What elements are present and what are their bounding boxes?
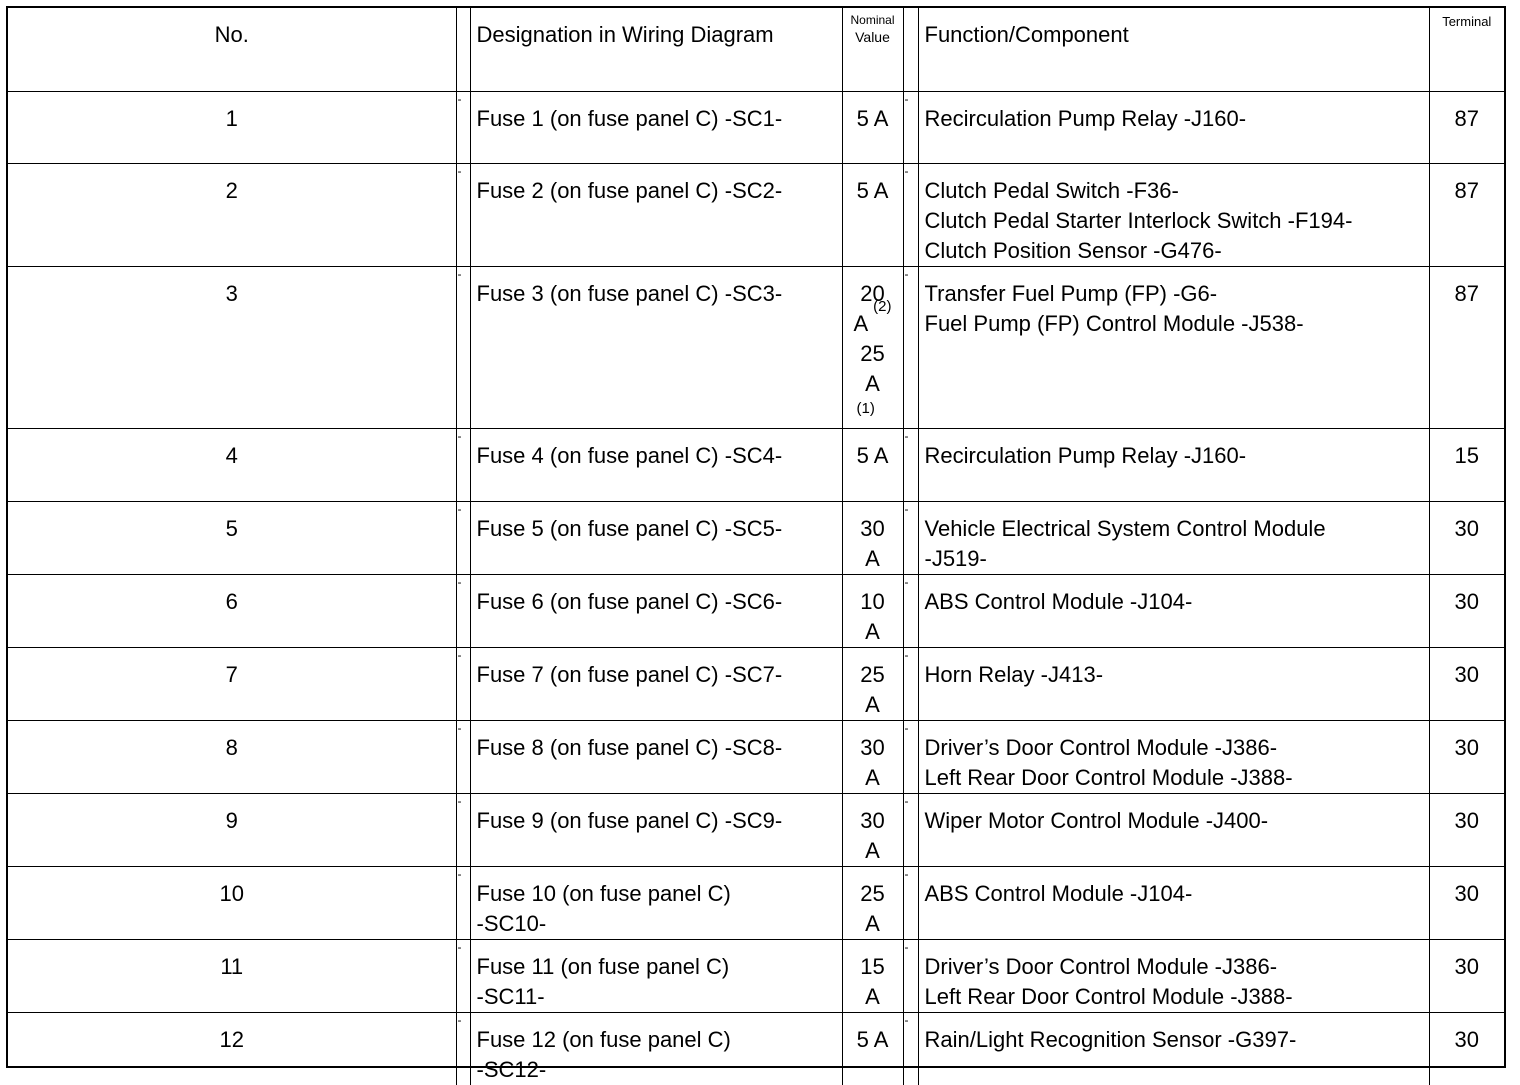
cell-no: 9	[8, 794, 456, 867]
cell-terminal: 30	[1429, 648, 1504, 721]
designation-line: Fuse 12 (on fuse panel C)	[477, 1025, 838, 1055]
cell-terminal: 15	[1429, 429, 1504, 502]
cell-nominal-value	[842, 721, 903, 794]
designation-line: Fuse 11 (on fuse panel C)	[477, 952, 838, 982]
cell-terminal: 30	[1429, 1013, 1504, 1085]
gap-marker: -	[905, 794, 909, 808]
header-nominal-value-line: Value	[845, 28, 901, 46]
cell-no: 2	[8, 164, 456, 267]
designation-line: -SC12-	[477, 1055, 838, 1085]
cell-gap	[456, 940, 470, 1013]
cell-designation	[470, 721, 842, 794]
cell-no: 8	[8, 721, 456, 794]
cell-gap	[903, 575, 918, 648]
function-line: Clutch Position Sensor -G476-	[925, 236, 1425, 266]
cell-designation	[470, 429, 842, 502]
cell-gap	[456, 164, 470, 267]
function-line: Driver’s Door Control Module -J386-	[925, 952, 1425, 982]
cell-gap	[456, 721, 470, 794]
function-line: Fuel Pump (FP) Control Module -J538-	[925, 309, 1425, 339]
header-gap	[456, 8, 470, 92]
gap-marker: -	[458, 940, 462, 954]
cell-gap	[903, 502, 918, 575]
cell-no: 7	[8, 648, 456, 721]
designation-line: Fuse 9 (on fuse panel C) -SC9-	[477, 806, 838, 836]
gap-marker: -	[905, 164, 909, 178]
cell-terminal: 30	[1429, 794, 1504, 867]
cell-function	[918, 867, 1429, 940]
gap-marker: -	[458, 164, 462, 178]
cell-gap	[456, 267, 470, 429]
cell-terminal: 30	[1429, 721, 1504, 794]
gap-marker: -	[905, 648, 909, 662]
cell-terminal: 30	[1429, 867, 1504, 940]
cell-gap	[903, 648, 918, 721]
cell-gap	[456, 92, 470, 164]
gap-marker: -	[458, 267, 462, 281]
cell-designation	[470, 867, 842, 940]
value-line: 25	[845, 660, 901, 690]
function-line: Transfer Fuel Pump (FP) -G6-	[925, 279, 1425, 309]
cell-terminal: 30	[1429, 575, 1504, 648]
table-row	[8, 267, 1504, 429]
function-line: -J519-	[925, 544, 1425, 574]
designation-line: Fuse 7 (on fuse panel C) -SC7-	[477, 660, 838, 690]
table-row	[8, 1013, 1504, 1085]
cell-no: 10	[8, 867, 456, 940]
function-line: Driver’s Door Control Module -J386-	[925, 733, 1425, 763]
value-line: A	[845, 369, 901, 399]
cell-no: 5	[8, 502, 456, 575]
cell-designation	[470, 92, 842, 164]
value-line: A	[845, 836, 901, 866]
designation-line: Fuse 10 (on fuse panel C)	[477, 879, 838, 909]
gap-marker: -	[905, 267, 909, 281]
value-line: 25	[845, 339, 901, 369]
value-line: A	[845, 763, 901, 793]
gap-marker: -	[905, 721, 909, 735]
value-line: 5 A	[845, 104, 901, 134]
cell-gap	[456, 429, 470, 502]
cell-function	[918, 648, 1429, 721]
designation-line: Fuse 5 (on fuse panel C) -SC5-	[477, 514, 838, 544]
cell-gap	[903, 940, 918, 1013]
cell-no: 4	[8, 429, 456, 502]
value-line: A	[845, 617, 901, 647]
function-line: ABS Control Module -J104-	[925, 879, 1425, 909]
function-line: Wiper Motor Control Module -J400-	[925, 806, 1425, 836]
designation-line: Fuse 3 (on fuse panel C) -SC3-	[477, 279, 838, 309]
table-row	[8, 575, 1504, 648]
gap-marker: -	[458, 429, 462, 443]
cell-function	[918, 794, 1429, 867]
value-line: A	[845, 690, 901, 720]
cell-designation	[470, 502, 842, 575]
cell-nominal-value	[842, 267, 903, 429]
gap-marker: -	[458, 575, 462, 589]
gap-marker: -	[905, 867, 909, 881]
cell-gap	[456, 648, 470, 721]
value-line: 5 A	[845, 176, 901, 206]
cell-terminal: 87	[1429, 92, 1504, 164]
designation-line: Fuse 8 (on fuse panel C) -SC8-	[477, 733, 838, 763]
cell-designation	[470, 794, 842, 867]
cell-function	[918, 92, 1429, 164]
cell-gap	[903, 867, 918, 940]
header-no: No.	[8, 8, 456, 92]
designation-line: -SC11-	[477, 982, 838, 1012]
cell-nominal-value	[842, 1013, 903, 1085]
cell-function	[918, 575, 1429, 648]
value-unit: A	[854, 311, 867, 336]
cell-gap	[456, 502, 470, 575]
value-line: 30	[845, 514, 901, 544]
function-line: Horn Relay -J413-	[925, 660, 1425, 690]
gap-marker: -	[905, 1013, 909, 1027]
value-line: 10	[845, 587, 901, 617]
footnote-ref: (2)	[873, 298, 891, 315]
cell-nominal-value	[842, 940, 903, 1013]
designation-line: Fuse 1 (on fuse panel C) -SC1-	[477, 104, 838, 134]
gap-marker: -	[458, 92, 462, 106]
table-row	[8, 794, 1504, 867]
function-line: Recirculation Pump Relay -J160-	[925, 104, 1425, 134]
gap-marker: -	[458, 721, 462, 735]
designation-line: Fuse 2 (on fuse panel C) -SC2-	[477, 176, 838, 206]
cell-gap	[903, 92, 918, 164]
value-line: 20	[845, 279, 901, 309]
cell-gap	[903, 721, 918, 794]
cell-nominal-value	[842, 92, 903, 164]
value-line: A	[845, 909, 901, 939]
header-nominal-value-line: Nominal	[845, 12, 901, 28]
gap-marker: -	[458, 502, 462, 516]
gap-marker: -	[458, 1013, 462, 1027]
table-row	[8, 867, 1504, 940]
header-function: Function/Component	[918, 8, 1429, 92]
cell-no: 11	[8, 940, 456, 1013]
value-line: 5 A	[845, 441, 901, 471]
cell-nominal-value	[842, 502, 903, 575]
cell-designation	[470, 575, 842, 648]
gap-marker: -	[458, 648, 462, 662]
cell-designation	[470, 940, 842, 1013]
cell-nominal-value	[842, 648, 903, 721]
fuse-table	[8, 8, 1504, 1085]
fuse-table-frame	[6, 6, 1506, 1068]
value-line: 5 A	[845, 1025, 901, 1055]
cell-no: 3	[8, 267, 456, 429]
cell-no: 6	[8, 575, 456, 648]
cell-gap	[456, 575, 470, 648]
cell-terminal: 87	[1429, 164, 1504, 267]
cell-function	[918, 267, 1429, 429]
header-row	[8, 8, 1504, 92]
cell-function	[918, 164, 1429, 267]
cell-nominal-value	[842, 794, 903, 867]
header-gap	[903, 8, 918, 92]
table-row	[8, 502, 1504, 575]
cell-designation	[470, 648, 842, 721]
cell-gap	[456, 1013, 470, 1085]
cell-no: 12	[8, 1013, 456, 1085]
function-line: ABS Control Module -J104-	[925, 587, 1425, 617]
gap-marker: -	[905, 502, 909, 516]
function-line: Clutch Pedal Starter Interlock Switch -F194-	[925, 206, 1425, 236]
designation-line: -SC10-	[477, 909, 838, 939]
table-row	[8, 648, 1504, 721]
function-line: Recirculation Pump Relay -J160-	[925, 441, 1425, 471]
cell-function	[918, 940, 1429, 1013]
gap-marker: -	[905, 940, 909, 954]
cell-no: 1	[8, 92, 456, 164]
footnote-ref: (1)	[845, 399, 901, 419]
gap-marker: -	[458, 867, 462, 881]
cell-nominal-value	[842, 429, 903, 502]
value-line: 15	[845, 952, 901, 982]
value-line: A	[845, 982, 901, 1012]
table-row	[8, 429, 1504, 502]
cell-gap	[903, 164, 918, 267]
cell-nominal-value	[842, 164, 903, 267]
gap-marker: -	[905, 92, 909, 106]
cell-terminal: 30	[1429, 502, 1504, 575]
cell-nominal-value	[842, 575, 903, 648]
table-row	[8, 940, 1504, 1013]
cell-gap	[903, 794, 918, 867]
cell-gap	[456, 794, 470, 867]
value-line: 25	[845, 879, 901, 909]
function-line: Left Rear Door Control Module -J388-	[925, 763, 1425, 793]
cell-designation	[470, 164, 842, 267]
cell-terminal: 87	[1429, 267, 1504, 429]
value-line: 30	[845, 806, 901, 836]
cell-function	[918, 721, 1429, 794]
header-terminal: Terminal	[1429, 8, 1504, 92]
table-row	[8, 721, 1504, 794]
value-line: 30	[845, 733, 901, 763]
function-line: Clutch Pedal Switch -F36-	[925, 176, 1425, 206]
table-row	[8, 164, 1504, 267]
table-row	[8, 92, 1504, 164]
value-line: A	[845, 544, 901, 574]
cell-gap	[903, 267, 918, 429]
function-line: Vehicle Electrical System Control Module	[925, 514, 1425, 544]
cell-gap	[903, 1013, 918, 1085]
value-line-with-note	[845, 309, 901, 339]
cell-function	[918, 502, 1429, 575]
cell-designation	[470, 267, 842, 429]
designation-line: Fuse 6 (on fuse panel C) -SC6-	[477, 587, 838, 617]
cell-gap	[903, 429, 918, 502]
cell-gap	[456, 867, 470, 940]
cell-function	[918, 1013, 1429, 1085]
header-designation: Designation in Wiring Diagram	[470, 8, 842, 92]
gap-marker: -	[905, 575, 909, 589]
cell-designation	[470, 1013, 842, 1085]
gap-marker: -	[458, 794, 462, 808]
designation-line: Fuse 4 (on fuse panel C) -SC4-	[477, 441, 838, 471]
function-line: Left Rear Door Control Module -J388-	[925, 982, 1425, 1012]
gap-marker: -	[905, 429, 909, 443]
header-nominal-value	[842, 8, 903, 92]
cell-function	[918, 429, 1429, 502]
function-line: Rain/Light Recognition Sensor -G397-	[925, 1025, 1425, 1055]
cell-nominal-value	[842, 867, 903, 940]
cell-terminal: 30	[1429, 940, 1504, 1013]
